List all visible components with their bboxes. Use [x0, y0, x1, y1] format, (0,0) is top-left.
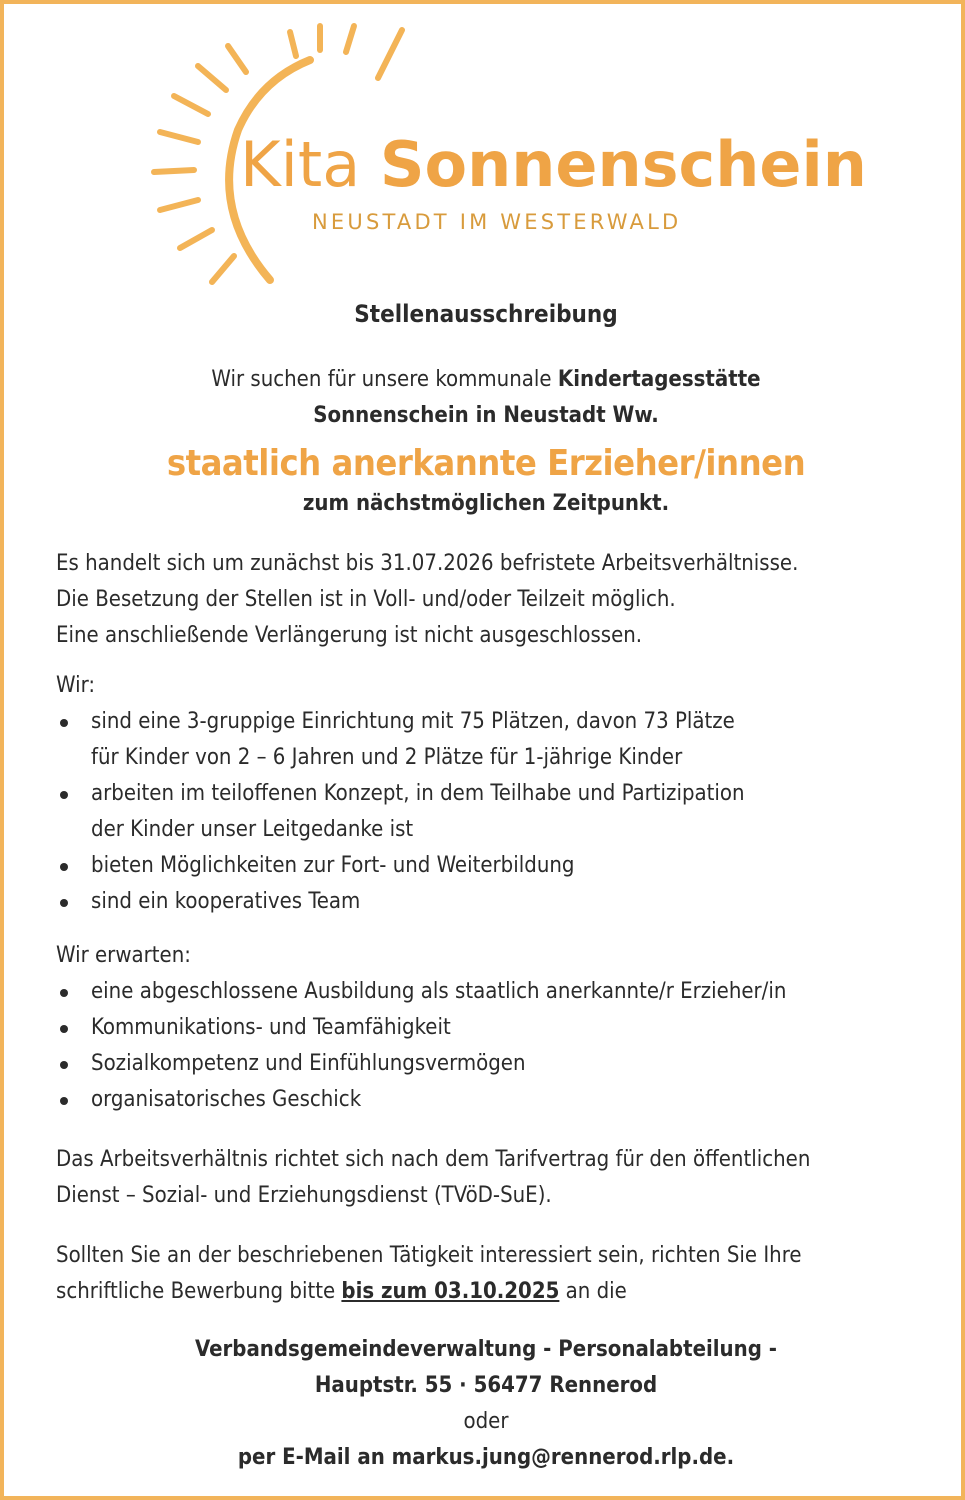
expect-list	[56, 974, 916, 1118]
list-item-text: sind eine 3-gruppige Einrichtung mit 75 Plätzen, davon 73 Plätze	[91, 709, 735, 734]
list-item: sind ein kooperatives Team	[56, 884, 916, 920]
we-list	[56, 704, 916, 920]
list-item: Sozialkompetenz und Einfühlungsvermögen	[56, 1046, 916, 1082]
job-title: staatlich anerkannte Erzieher/innen	[166, 443, 806, 484]
terms-line: Die Besetzung der Stellen ist in Voll- und/oder Teilzeit möglich.	[56, 587, 676, 612]
apply-line: Sollten Sie an der beschriebenen Tätigkeit interessiert sein, richten Sie Ihre	[56, 1243, 802, 1268]
intro-location: Sonnenschein in Neustadt Ww.	[313, 403, 659, 428]
logo-title	[240, 128, 867, 201]
list-item: Kommunikations- und Teamfähigkeit	[56, 1010, 916, 1046]
logo-subtitle: NEUSTADT IM WESTERWALD	[312, 210, 682, 234]
list-item-text: der Kinder unser Leitgedanke ist	[91, 817, 414, 842]
contact-block	[56, 1332, 916, 1476]
terms-line: Eine anschließende Verlängerung ist nicht ausgeschlossen.	[56, 623, 643, 648]
intro-text	[56, 362, 916, 434]
list-item	[56, 776, 916, 848]
terms-paragraph	[56, 546, 916, 654]
start-date: zum nächstmöglichen Zeitpunkt.	[302, 491, 670, 516]
list-item	[56, 704, 916, 776]
list-item: eine abgeschlossene Ausbildung als staatlich anerkannte/r Erzieher/in	[56, 974, 916, 1010]
list-item: organisatorisches Geschick	[56, 1082, 916, 1118]
list-item-text: arbeiten im teiloffenen Konzept, in dem Teilhabe und Partizipation	[91, 781, 745, 806]
list-item: bieten Möglichkeiten zur Fort- und Weiterbildung	[56, 848, 916, 884]
apply-suffix: an die	[559, 1279, 627, 1304]
contact-organization: Verbandsgemeindeverwaltung - Personalabteilung -	[194, 1337, 778, 1362]
expect-label: Wir erwarten:	[56, 943, 191, 968]
list-item-text: für Kinder von 2 – 6 Jahren und 2 Plätze für 1-jährige Kinder	[91, 745, 683, 770]
contact-email[interactable]: per E-Mail an markus.jung@rennerod.rlp.de.	[237, 1445, 735, 1470]
page-title: Stellenausschreibung	[354, 300, 618, 328]
apply-paragraph	[56, 1238, 916, 1310]
apply-prefix: schriftliche Bewerbung bitte	[56, 1279, 342, 1304]
intro-facility: Kindertagesstätte	[557, 367, 761, 392]
tariff-line: Das Arbeitsverhältnis richtet sich nach dem Tarifvertrag für den öffentlichen	[56, 1147, 811, 1172]
job-posting	[56, 290, 916, 1476]
contact-address: Hauptstr. 55 · 56477 Rennerod	[314, 1373, 658, 1398]
terms-line: Es handelt sich um zunächst bis 31.07.2026 befristete Arbeitsverhältnisse.	[56, 551, 799, 576]
apply-line	[56, 1274, 916, 1310]
we-label: Wir:	[56, 673, 96, 698]
logo-title-light: Kita	[240, 128, 380, 201]
contact-or: oder	[463, 1409, 509, 1434]
intro-prefix: Wir suchen für unsere kommunale	[211, 367, 558, 392]
application-deadline: bis zum 03.10.2025	[341, 1279, 560, 1304]
tariff-line: Dienst – Sozial- und Erziehungsdienst (TVöD-SuE).	[56, 1183, 552, 1208]
tariff-paragraph	[56, 1142, 916, 1214]
logo-title-bold: Sonnenschein	[379, 128, 867, 201]
